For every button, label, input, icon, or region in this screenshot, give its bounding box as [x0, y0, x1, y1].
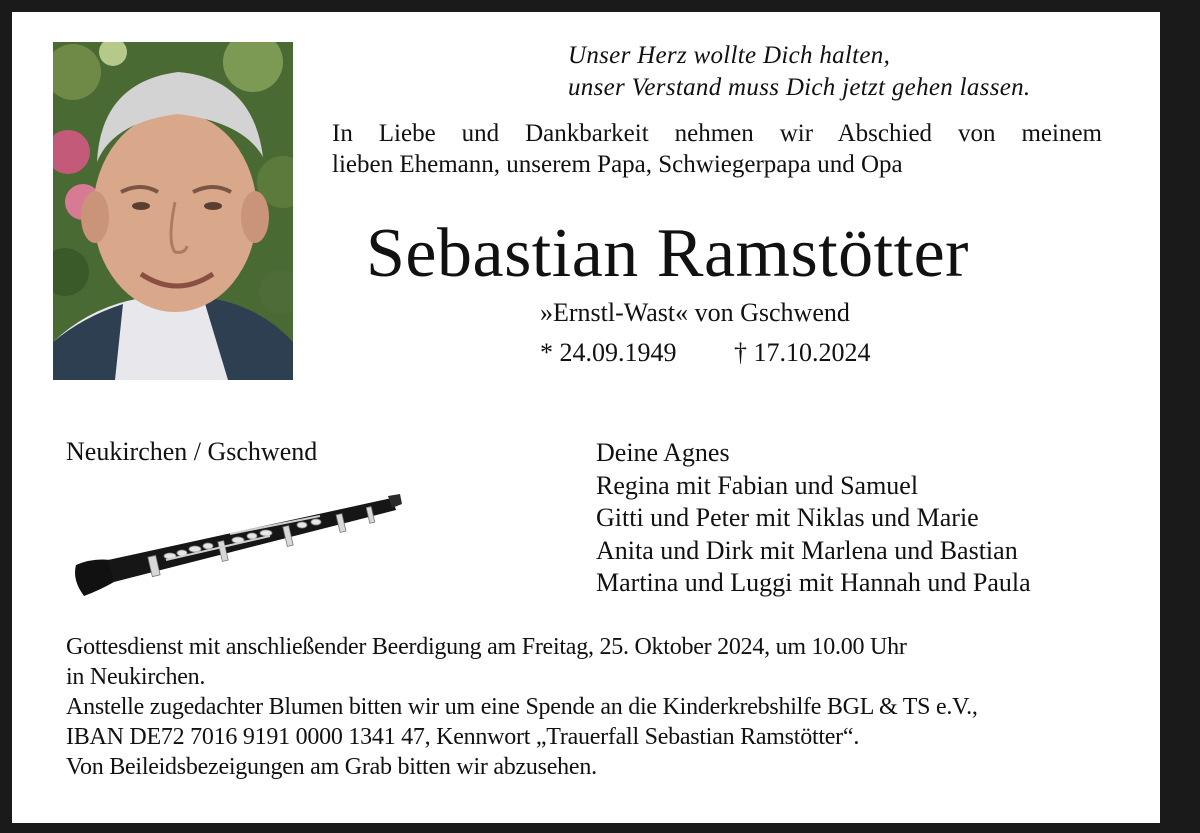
quote-line-2: unser Verstand muss Dich jetzt gehen lassen.	[568, 74, 1031, 101]
family-member: Regina mit Fabian und Samuel	[596, 470, 919, 500]
birth-date: * 24.09.1949	[540, 338, 677, 367]
iban-line: IBAN DE72 7016 9191 0000 1341 47, Kennwort „Trauerfall Sebastian Ramstötter“.	[66, 724, 860, 750]
intro-line-1: In Liebe und Dankbarkeit nehmen wir Abschied von meinem	[332, 120, 1102, 147]
service-line: in Neukirchen.	[66, 664, 206, 690]
death-date: † 17.10.2024	[734, 338, 871, 367]
family-list	[596, 437, 1031, 600]
service-line: Gottesdienst mit anschließender Beerdigung am Freitag, 25. Oktober 2024, um 10.00 Uhr	[66, 634, 907, 660]
family-member: Anita und Dirk mit Marlena und Bastian	[596, 535, 1018, 565]
deceased-nickname: »Ernstl-Wast« von Gschwend	[540, 298, 850, 327]
family-member: Deine Agnes	[596, 438, 730, 467]
quote-line-1: Unser Herz wollte Dich halten,	[568, 42, 891, 69]
clarinet-icon	[70, 490, 405, 605]
family-member: Martina und Luggi mit Hannah und Paula	[596, 568, 1031, 597]
intro-line-2: lieben Ehemann, unserem Papa, Schwiegerpapa und Opa	[332, 151, 903, 178]
condolence-note: Von Beileidsbezeigungen am Grab bitten wir abzusehen.	[66, 754, 597, 780]
donation-line: Anstelle zugedachter Blumen bitten wir um eine Spende an die Kinderkrebshilfe BGL & TS e.V.,	[66, 694, 978, 720]
family-member: Gitti und Peter mit Niklas und Marie	[596, 503, 979, 532]
place-of-residence: Neukirchen / Gschwend	[66, 437, 318, 466]
portrait-photo	[53, 42, 293, 380]
deceased-name: Sebastian Ramstötter	[366, 215, 969, 292]
service-info	[66, 632, 978, 782]
